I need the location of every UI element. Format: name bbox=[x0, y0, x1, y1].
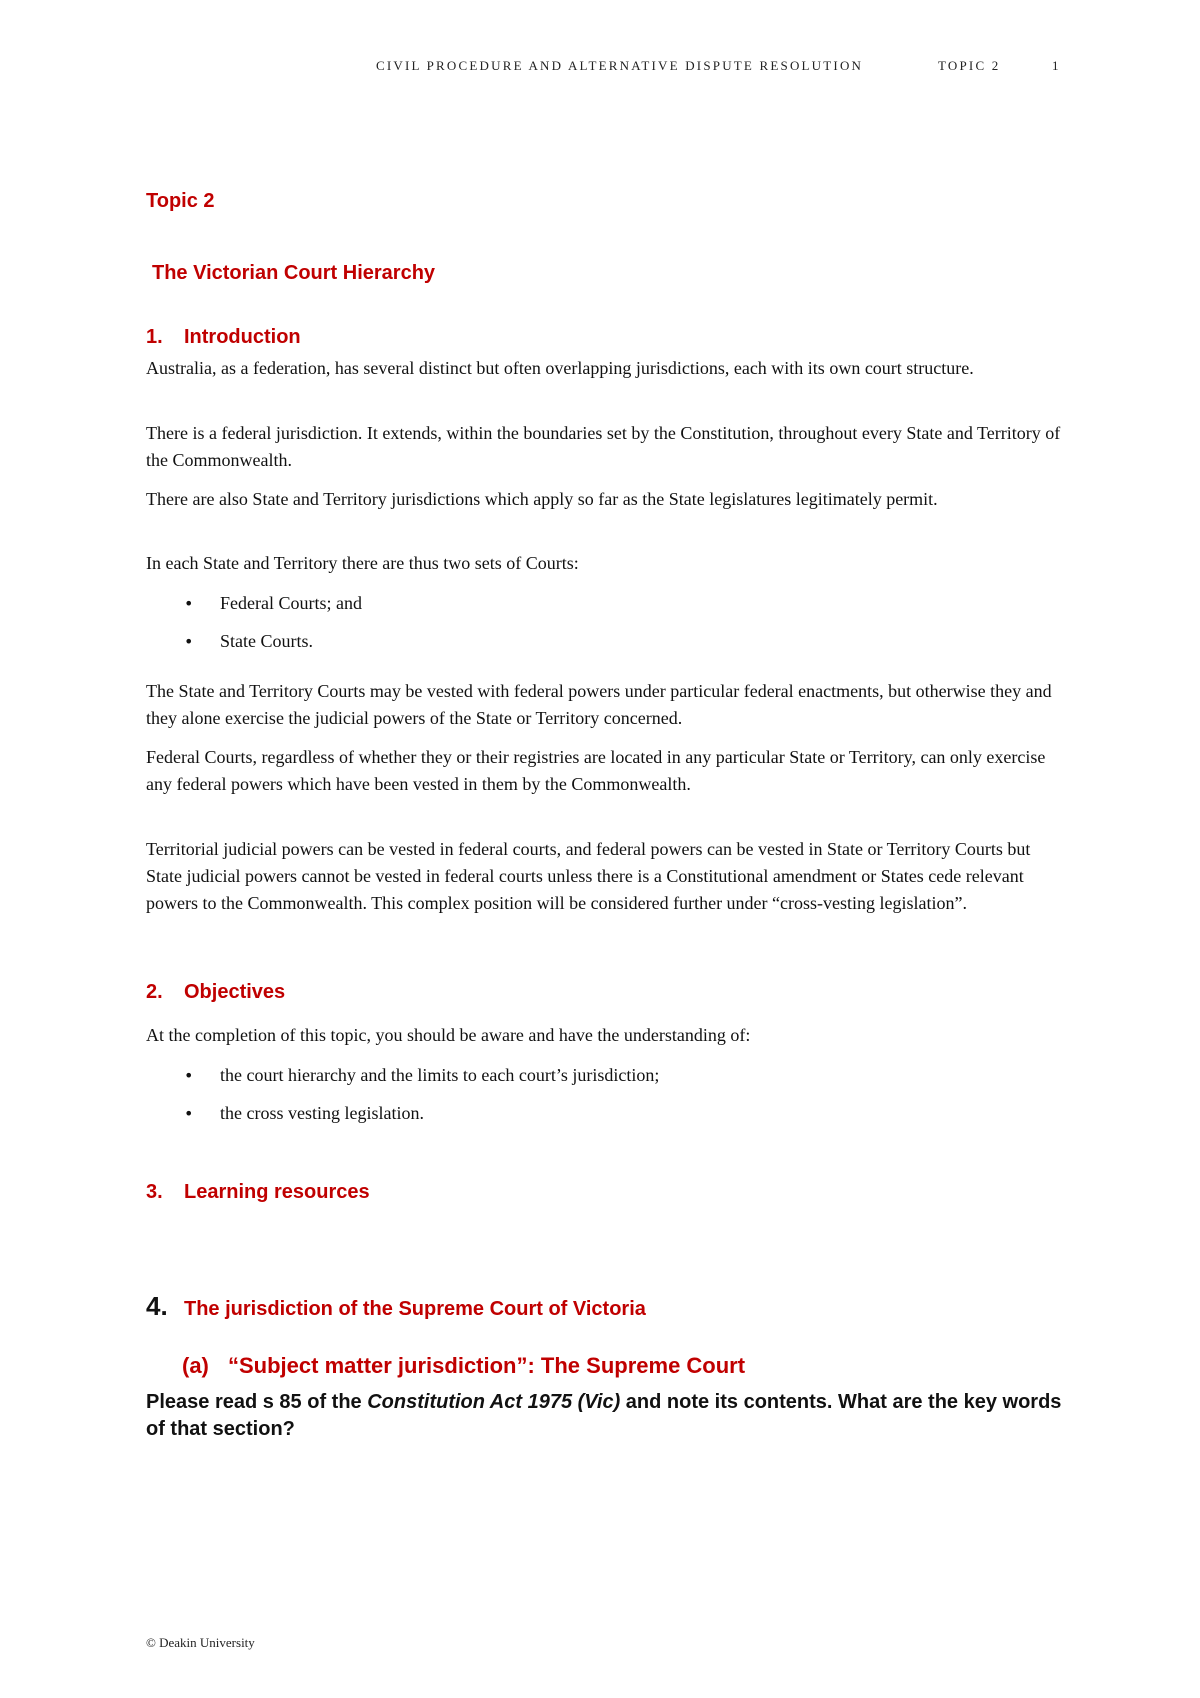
section-title: Introduction bbox=[184, 326, 301, 348]
section-number: 2. bbox=[146, 981, 163, 1003]
header-topic-label: TOPIC 2 bbox=[938, 58, 1001, 73]
intro-paragraph-7: Territorial judicial powers can be vested in federal courts, and federal powers can be vested in State or Territory Courts but State judicial powers cannot be vested in federal courts unless there is a Constitutional amendment or States cede relevant powers to the Commonwealth. This complex position will be considered further under “cross-vesting legislation”. bbox=[146, 839, 1031, 913]
bullet-icon: • bbox=[184, 1066, 194, 1085]
topic-label: Topic 2 bbox=[146, 190, 215, 212]
subsection-title: “Subject matter jurisdiction”: The Supreme Court bbox=[228, 1353, 746, 1378]
bullet-icon: • bbox=[184, 1104, 194, 1123]
topic-title: The Victorian Court Hierarchy bbox=[152, 262, 436, 284]
list-item: • State Courts. bbox=[184, 628, 313, 655]
running-header bbox=[0, 58, 1200, 78]
intro-paragraph-4: In each State and Territory there are thus two sets of Courts: bbox=[146, 553, 579, 573]
intro-paragraph-3: There are also State and Territory jurisdictions which apply so far as the State legislatures legitimately permit. bbox=[146, 489, 938, 509]
reading-question: Please read s 85 of the Constitution Act 1975 (Vic) and note its contents. What are the key words of that section? bbox=[146, 1391, 1062, 1440]
section-heading-jurisdiction bbox=[146, 1291, 646, 1322]
section-heading-objectives bbox=[146, 981, 285, 1004]
intro-paragraph-6: Federal Courts, regardless of whether they or their registries are located in any particular State or Territory, can only exercise any federal powers which have been vested in them by the Commonwealth. bbox=[146, 747, 1046, 794]
section-heading-learning-resources bbox=[146, 1181, 370, 1204]
list-item: • the court hierarchy and the limits to each court’s jurisdiction; bbox=[184, 1062, 659, 1089]
objectives-intro: At the completion of this topic, you should be aware and have the understanding of: bbox=[146, 1025, 751, 1045]
bullet-icon: • bbox=[184, 594, 194, 613]
list-item: • the cross vesting legislation. bbox=[184, 1100, 424, 1127]
header-page-number: 1 bbox=[1052, 58, 1061, 73]
subsection-number: (a) bbox=[182, 1353, 209, 1378]
bullet-icon: • bbox=[184, 632, 194, 651]
act-citation: Constitution Act 1975 (Vic) bbox=[367, 1391, 621, 1413]
section-heading-introduction bbox=[146, 326, 301, 349]
list-item: • Federal Courts; and bbox=[184, 590, 362, 617]
section-number: 1. bbox=[146, 326, 163, 348]
subsection-heading bbox=[182, 1353, 745, 1379]
intro-paragraph-2: There is a federal jurisdiction. It extends, within the boundaries set by the Constitution, throughout every State and Territory of the Commonwealth. bbox=[146, 423, 1061, 470]
section-number: 4. bbox=[146, 1291, 168, 1321]
section-title: The jurisdiction of the Supreme Court of Victoria bbox=[184, 1298, 646, 1320]
copyright-footer: © Deakin University bbox=[146, 1635, 255, 1650]
header-course-title: CIVIL PROCEDURE AND ALTERNATIVE DISPUTE RESOLUTION bbox=[376, 58, 864, 73]
intro-paragraph-1: Australia, as a federation, has several distinct but often overlapping jurisdictions, each with its own court structure. bbox=[146, 358, 974, 378]
section-title: Objectives bbox=[184, 981, 286, 1003]
section-number: 3. bbox=[146, 1181, 163, 1203]
section-title: Learning resources bbox=[184, 1181, 370, 1203]
intro-paragraph-5: The State and Territory Courts may be vested with federal powers under particular federal enactments, but otherwise they and they alone exercise the judicial powers of the State or Territory concerned. bbox=[146, 681, 1052, 728]
